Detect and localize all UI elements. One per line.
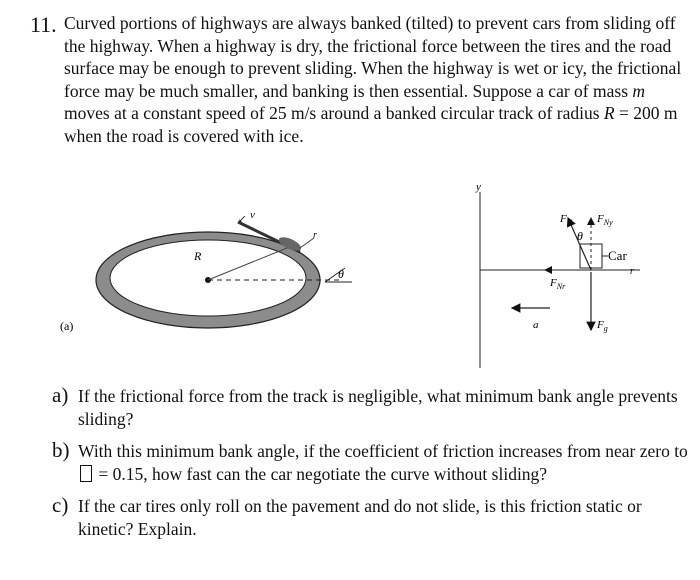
problem-number: 11. bbox=[30, 12, 57, 37]
theta-label-left: θ bbox=[338, 267, 344, 281]
velocity-arrow-head: ↙ bbox=[238, 214, 247, 225]
part-c-label: c) bbox=[52, 493, 69, 517]
R-label: R bbox=[194, 249, 202, 263]
part-c-text: If the car tires only roll on the pavement and do not slide, is this friction static or kinetic? Explain. bbox=[78, 496, 642, 539]
y-axis-label: y bbox=[476, 181, 481, 193]
FNr-label: $F_{Nr}$ bbox=[550, 277, 566, 291]
theta-label: θ bbox=[577, 229, 583, 243]
part-b bbox=[52, 440, 692, 485]
r-pointer bbox=[300, 238, 314, 248]
mass-variable: m bbox=[632, 80, 646, 101]
r-label-left: r bbox=[313, 230, 317, 241]
part-c bbox=[52, 495, 692, 540]
FNy-label: $F_{Ny}$ bbox=[597, 213, 613, 227]
velocity-label: v bbox=[250, 209, 255, 221]
radius-variable: R bbox=[603, 103, 615, 123]
figure bbox=[0, 180, 700, 370]
figure-svg bbox=[0, 180, 700, 370]
part-a-label: a) bbox=[52, 383, 69, 407]
r-axis-label: r bbox=[630, 266, 634, 277]
part-b-label: b) bbox=[52, 438, 70, 462]
acceleration-label: a bbox=[533, 319, 539, 331]
question-parts bbox=[52, 385, 692, 550]
problem-11 bbox=[30, 12, 690, 147]
part-a bbox=[52, 385, 692, 430]
car-label: Car bbox=[608, 248, 627, 263]
free-body-diagram bbox=[475, 181, 640, 368]
part-b-text: With this minimum bank angle, if the coefficient of friction increases from near zero to = 0.15, how fast can the car negotiate the curve without sliding? bbox=[78, 441, 688, 484]
part-a-text: If the frictional force from the track is negligible, what minimum bank angle prevents sliding? bbox=[78, 386, 678, 429]
banked-track-diagram bbox=[60, 209, 352, 333]
problem-statement: Curved portions of highways are always banked (tilted) to prevent cars from sliding off the highway. When a highway is dry, the frictional force between the tires and the road surface may be enough to prevent sliding. When the highway is wet or icy, the frictional force may be much smaller, and banking is then essential. Suppose a car of mass m moves at a constant speed of 25 m/s around a banked circular track of radius R = 200 m when the road is covered with ice. bbox=[64, 13, 682, 146]
FN-label: $F_N$ bbox=[560, 213, 573, 227]
figure-label-a: (a) bbox=[60, 319, 74, 333]
missing-symbol-box bbox=[80, 465, 92, 482]
Fg-label: $F_g$ bbox=[597, 319, 608, 333]
